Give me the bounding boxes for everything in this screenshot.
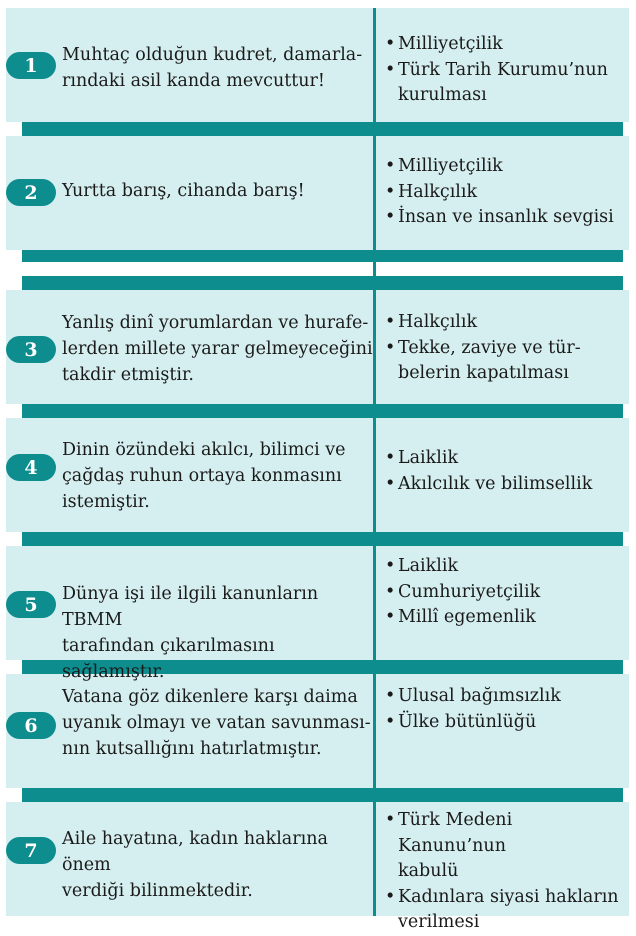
list-item: • Milliyetçilik bbox=[385, 156, 503, 176]
row-number-badge: 6 bbox=[6, 712, 56, 739]
principle-list bbox=[385, 554, 625, 631]
list-item: • Ülke bütünlüğü bbox=[385, 711, 537, 732]
row-number-badge: 3 bbox=[6, 336, 56, 363]
row-number-badge: 2 bbox=[6, 179, 56, 206]
row-number-badge: 4 bbox=[6, 454, 56, 481]
list-item: • Akılcılık ve bilimsellik bbox=[385, 473, 593, 494]
list-item: • Cumhuriyetçilik bbox=[385, 581, 541, 602]
row-number-badge: 1 bbox=[6, 52, 56, 79]
principle-list bbox=[385, 808, 625, 936]
row-number-badge: 5 bbox=[6, 591, 56, 618]
separator-bar bbox=[22, 276, 623, 290]
separator-bar bbox=[22, 122, 623, 136]
list-item: • Ulusal bağımsızlık bbox=[385, 686, 561, 706]
list-item: • Milliyetçilik bbox=[385, 34, 503, 54]
row-number-badge: 7 bbox=[6, 837, 56, 864]
principle-text: Yanlış dinî yorumlardan ve hurafe- lerden millete yarar gelmeyeceğini takdir etmiştir. bbox=[62, 313, 373, 385]
list-item: • Halkçılık bbox=[385, 312, 478, 332]
list-item: • Halkçılık bbox=[385, 181, 478, 202]
list-item: • Laiklik bbox=[385, 448, 459, 468]
list-item: • Türk Tarih Kurumu’nun kurulması bbox=[385, 59, 608, 105]
principle-list bbox=[385, 154, 625, 231]
separator-bar bbox=[22, 404, 623, 418]
column-divider bbox=[373, 8, 376, 916]
principle-text: Vatana göz dikenlere karşı daima uyanık olmayı ve vatan savunması- nın kutsallığını hatırlatmıştır. bbox=[62, 687, 371, 759]
list-item: • Laiklik bbox=[385, 556, 459, 576]
separator-bar bbox=[22, 788, 623, 802]
principle-list bbox=[385, 310, 625, 387]
separator-bar bbox=[22, 250, 623, 262]
principle-text: Dinin özündeki akılcı, bilimci ve çağdaş ruhun ortaya konmasını istemiştir. bbox=[62, 440, 346, 512]
list-item: • İnsan ve insanlık sevgisi bbox=[385, 207, 614, 227]
principle-text: Aile hayatına, kadın haklarına önem verdiği bilinmektedir. bbox=[62, 829, 328, 901]
separator-bar bbox=[22, 532, 623, 546]
list-item: • Tekke, zaviye ve tür- belerin kapatılması bbox=[385, 337, 581, 383]
principle-text: Yurtta barış, cihanda barış! bbox=[62, 181, 305, 201]
principle-list bbox=[385, 446, 625, 497]
principle-list bbox=[385, 32, 625, 109]
principle-text: Muhtaç olduğun kudret, damarla- rındaki asil kanda mevcuttur! bbox=[62, 45, 363, 91]
list-item: • Kadınlara siyasi hakların verilmesi bbox=[385, 886, 619, 932]
principle-list bbox=[385, 684, 625, 735]
principle-text: Dünya işi ile ilgili kanunların TBMM tarafından çıkarılmasını sağlamıştır. bbox=[62, 584, 319, 682]
list-item: • Millî egemenlik bbox=[385, 607, 536, 627]
list-item: • Türk Medeni Kanunu’nun kabulü bbox=[385, 810, 513, 881]
